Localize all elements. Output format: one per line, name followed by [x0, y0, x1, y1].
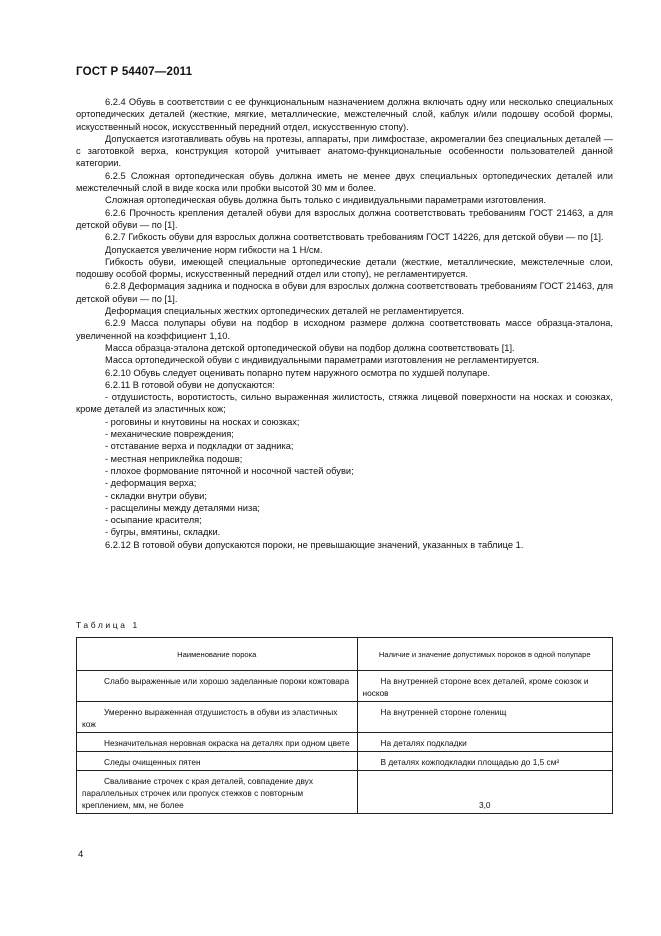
- defect-name-cell: Сваливание строчек с края деталей, совпадение двух параллельных строчек или пропуск стежков с повторным креплением, мм, не более: [77, 771, 358, 814]
- column-header-allowed-defects: Наличие и значение допустимых пороков в одной полупаре: [357, 638, 613, 671]
- table-row: [77, 702, 613, 733]
- paragraph: 6.2.7 Гибкость обуви для взрослых должна соответствовать требованиям ГОСТ 14226, для детской обуви — по [1].: [105, 232, 604, 243]
- paragraph: Масса ортопедической обуви с индивидуальными параметрами изготовления не регламентируется.: [105, 355, 540, 366]
- defect-value-cell: В деталях кожподкладки площадью до 1,5 см²: [357, 752, 613, 771]
- paragraph: 6.2.8 Деформация задника и подноска в обуви для взрослых должна соответствовать требованиям ГОСТ 21463, для детской обуви — по [1].: [76, 281, 613, 304]
- paragraph: 6.2.10 Обувь следует оценивать попарно путем наружного осмотра по худшей полупаре.: [105, 367, 491, 378]
- paragraph: 6.2.4 Обувь в соответствии с ее функциональным назначением должна включать одну или несколько специальных ортопедических деталей (жесткие, мягкие, металлические, межстелечный слой, каблук и/или подошву особой формы, искусственный носок, искусственный передний отдел, искусственную стопу).: [76, 97, 613, 132]
- paragraph: Масса образца-эталона детской ортопедической обуви на подбор должна соответствовать [1].: [105, 342, 515, 353]
- defect-value-cell: На деталях подкладки: [357, 733, 613, 752]
- table-caption: Таблица 1: [76, 620, 140, 630]
- column-header-defect-name: Наименование порока: [77, 638, 358, 671]
- list-item: - расщелины между деталями низа;: [105, 502, 261, 513]
- paragraph: Деформация специальных жестких ортопедических деталей не регламентируется.: [105, 306, 465, 317]
- defect-name-cell: Следы очищенных пятен: [77, 752, 358, 771]
- defect-name-cell: Незначительная неровная окраска на деталях при одном цвете: [77, 733, 358, 752]
- defect-name-cell: Умеренно выраженная отдушистость в обуви из эластичных кож: [77, 702, 358, 733]
- list-item: - осыпание красителя;: [105, 515, 202, 526]
- list-item: - механические повреждения;: [105, 429, 234, 440]
- table-row: [77, 733, 613, 752]
- paragraph: 6.2.9 Масса полупары обуви на подбор в исходном размере должна соответствовать массе образца-эталона, увеличенной на коэффициент 1,10.: [76, 318, 613, 341]
- list-item: - отдушистость, воротистость, сильно выраженная жилистость, стяжка лицевой поверхности на носках и союзках, кроме деталей из эластичных кож;: [76, 392, 613, 415]
- list-item: - бугры, вмятины, складки.: [105, 527, 221, 538]
- table-header-row: [77, 638, 613, 671]
- paragraph: 6.2.6 Прочность крепления деталей обуви для взрослых должна соответствовать требованиям ГОСТ 21463, а для детской обуви — по [1].: [76, 207, 613, 230]
- list-item: - складки внутри обуви;: [105, 490, 207, 501]
- paragraph: Гибкость обуви, имеющей специальные ортопедические детали (жесткие, металлические, межстелечные слои, подошву особой формы, искусственный передний отдел или стопу), не регламентируется.: [76, 256, 613, 280]
- defect-value-cell: На внутренней стороне всех деталей, кроме союзок и носков: [357, 671, 613, 702]
- paragraph: Допускается увеличение норм гибкости на 1 Н/см.: [105, 244, 323, 255]
- table-row: [77, 671, 613, 702]
- paragraph: Сложная ортопедическая обувь должна быть только с индивидуальными параметрами изготовления.: [105, 195, 546, 206]
- paragraph: 6.2.5 Сложная ортопедическая обувь должна иметь не менее двух специальных ортопедических деталей или межстелечный слой в виде коска или пробки высотой 30 мм и более.: [76, 170, 613, 194]
- table-row: [77, 771, 613, 814]
- list-item: - местная неприклейка подошв;: [105, 453, 243, 464]
- document-header: ГОСТ Р 54407—2011: [76, 66, 193, 78]
- table-row: [77, 752, 613, 771]
- paragraph: 6.2.11 В готовой обуви не допускаются:: [105, 379, 275, 390]
- page-number: 4: [78, 849, 84, 860]
- defect-value-cell: На внутренней стороне голенищ: [357, 702, 613, 733]
- defects-table: [76, 637, 613, 814]
- paragraph: Допускается изготавливать обувь на протезы, аппараты, при лимфостазе, акромегалии без специальных деталей — с заготовкой верха, конструкция которой учитывает анатомо-функциональные особенности пользователей данной категории.: [76, 133, 613, 169]
- list-item: - плохое формование пяточной и носочной частей обуви;: [105, 465, 354, 476]
- body-text: [76, 96, 613, 551]
- paragraph: 6.2.12 В готовой обуви допускаются пороки, не превышающие значений, указанных в таблице 1.: [105, 539, 524, 550]
- defect-value-cell: 3,0: [357, 771, 613, 814]
- list-item: - роговины и кнутовины на носках и союзках;: [105, 416, 300, 427]
- list-item: - деформация верха;: [105, 478, 197, 489]
- defect-name-cell: Слабо выраженные или хорошо заделанные пороки кожтовара: [77, 671, 358, 702]
- list-item: - отставание верха и подкладки от задника;: [105, 441, 294, 452]
